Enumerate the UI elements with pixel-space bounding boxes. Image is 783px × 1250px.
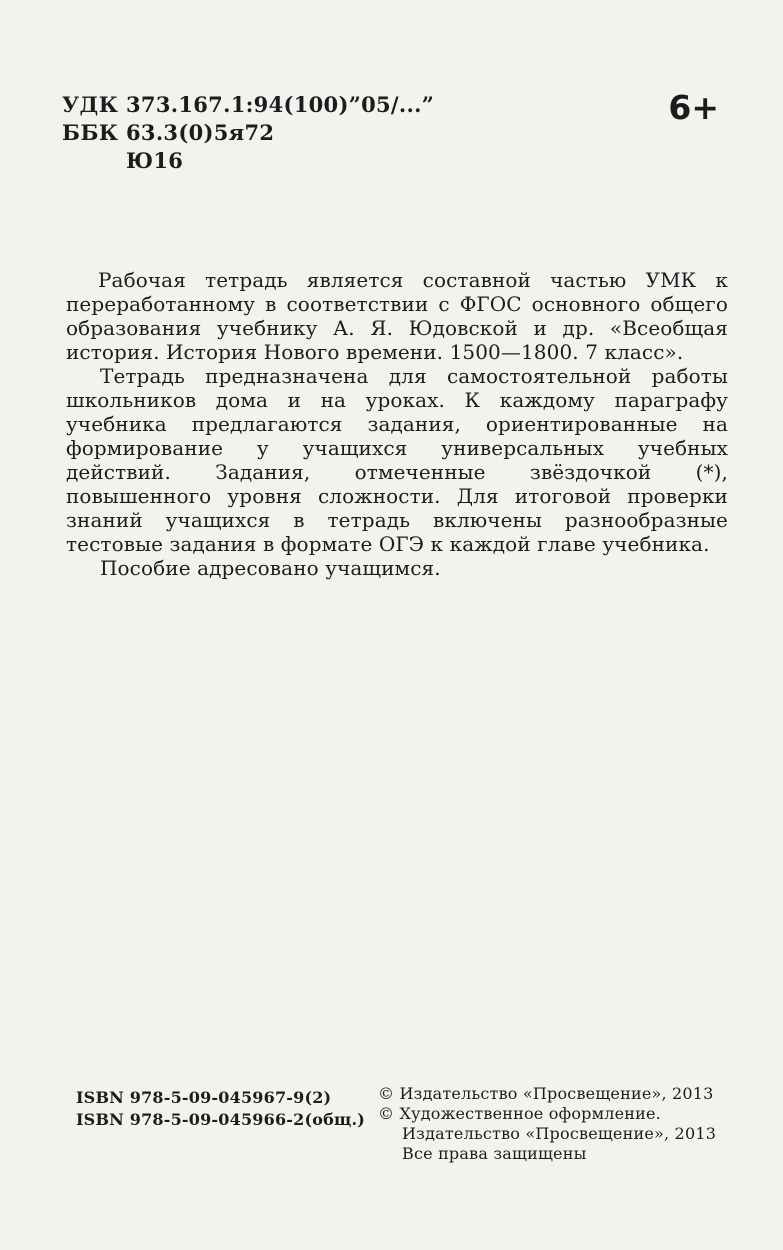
- bbk-value: 63.3(0)5я72: [126, 120, 275, 145]
- bbk-row: [62, 120, 434, 148]
- udk-label: УДК: [62, 92, 119, 117]
- copyright-line-3: Издательство «Просвещение», 2013: [402, 1124, 717, 1143]
- copyright-line-4: Все права защищены: [402, 1144, 587, 1163]
- annotation: [66, 268, 728, 580]
- annotation-paragraph-3: Пособие адресовано учащимся.: [100, 556, 441, 580]
- udk-row: [62, 92, 434, 120]
- copyright-line-1: © Издательство «Просвещение», 2013: [378, 1084, 714, 1103]
- annotation-paragraph-2: Тетрадь предназначена для самостоятельной работы школьников дома и на уроках. К каждому параграфу учебника предлагаются задания, ориентированные на формирование у учащихся универсальных учебных действий. Задания, отмеченные звёздочкой (*), повышенного уровня сложности. Для итоговой проверки знаний учащихся в тетрадь включены разнообразные тестовые задания в формате ОГЭ к каждой главе учебника.: [66, 364, 728, 556]
- isbn-line-2: ISBN 978-5-09-045966-2(общ.): [76, 1110, 366, 1129]
- author-mark-row: [62, 148, 434, 176]
- copyright-block: [378, 1084, 748, 1164]
- annotation-paragraph-1: Рабочая тетрадь является составной частью УМК к переработанному в соответствии с ФГОС основного общего образования учебнику А. Я. Юдовской и др. «Всеобщая история. История Нового времени. 1500—1800. 7 класс».: [66, 268, 728, 364]
- classification-block: [62, 92, 434, 176]
- copyright-line-2: © Художественное оформление.: [378, 1104, 661, 1123]
- author-mark: Ю16: [126, 148, 184, 173]
- udk-value: 373.167.1:94(100)”05/...”: [126, 92, 435, 117]
- isbn-line-1: ISBN 978-5-09-045967-9(2): [76, 1088, 332, 1107]
- age-rating: 6+: [668, 88, 719, 127]
- bbk-label: ББК: [62, 120, 119, 145]
- isbn-block: [76, 1087, 365, 1131]
